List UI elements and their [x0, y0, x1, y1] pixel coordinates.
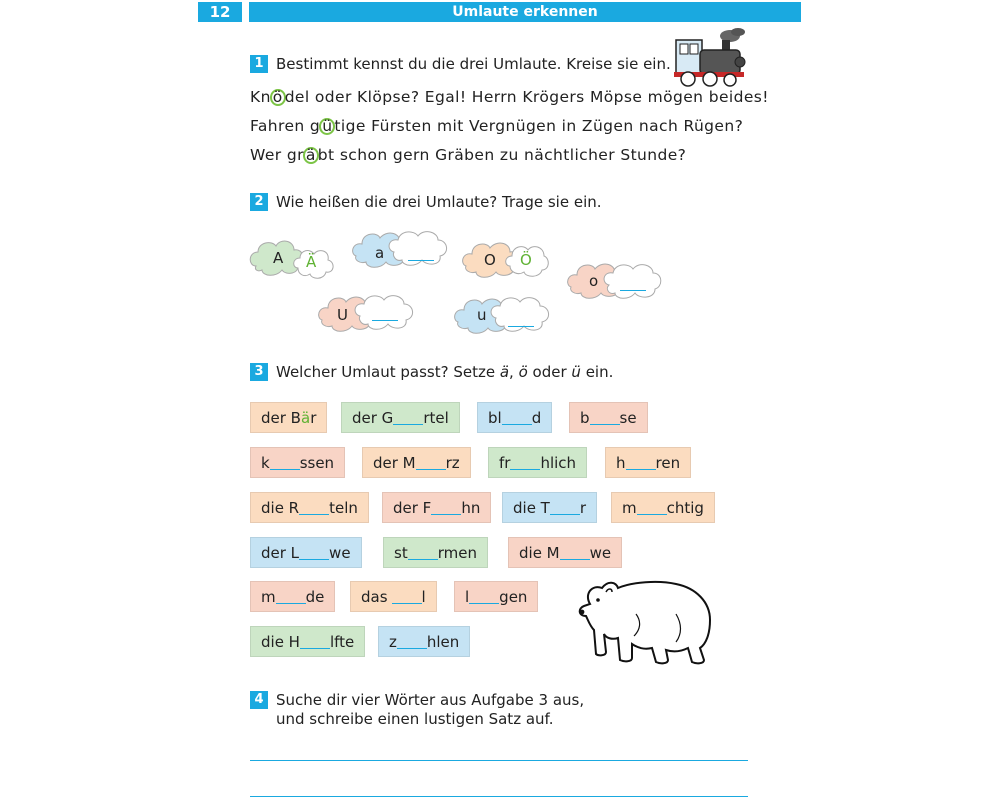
cloud-letter: U — [337, 306, 348, 324]
task2-number: 2 — [250, 193, 268, 211]
umlaut-ring: ö — [270, 89, 286, 106]
cloud-u — [452, 292, 552, 338]
word-card[interactable]: der G rtel — [341, 402, 460, 433]
word-card[interactable]: z hlen — [378, 626, 470, 657]
answer-blank[interactable] — [508, 326, 534, 327]
task2-instruction: Wie heißen die drei Umlaute? Trage sie ein. — [276, 193, 602, 211]
filled-umlaut: ä — [300, 409, 311, 427]
word-card[interactable]: der M rz — [362, 447, 471, 478]
task1-instruction: Bestimmt kennst du die drei Umlaute. Kreise sie ein. — [276, 55, 671, 73]
word-card[interactable]: m de — [250, 581, 335, 612]
word-card[interactable]: b se — [569, 402, 648, 433]
task1-sentence-2: Fahren g ü tige Fürsten mit Vergnügen in Zügen nach Rügen? — [250, 117, 744, 135]
cloud-o — [565, 257, 663, 303]
cloud-letter: u — [477, 306, 487, 324]
task4-number: 4 — [250, 691, 268, 709]
cloud-U — [316, 290, 416, 336]
writing-line[interactable] — [250, 796, 748, 797]
cloud-answer: Ö — [520, 251, 532, 269]
word-card[interactable]: der Bär — [250, 402, 327, 433]
answer-blank[interactable] — [620, 290, 646, 291]
word-card[interactable]: der F hn — [382, 492, 491, 523]
umlaut-ring: ä — [303, 147, 319, 164]
cloud-O — [460, 236, 550, 280]
word-card[interactable]: die T r — [502, 492, 597, 523]
cloud-answer: Ä — [306, 253, 317, 271]
word-card[interactable]: st rmen — [383, 537, 488, 568]
word-card[interactable]: h ren — [605, 447, 691, 478]
cloud-A — [248, 236, 334, 282]
word-card[interactable]: fr hlich — [488, 447, 587, 478]
writing-line[interactable] — [250, 760, 748, 761]
task2-heading — [250, 193, 602, 212]
cloud-a — [350, 226, 450, 272]
polar-bear-illustration — [576, 574, 716, 666]
cloud-letter: a — [375, 244, 385, 262]
task3-number: 3 — [250, 363, 268, 381]
word-card[interactable]: die H lfte — [250, 626, 365, 657]
word-card[interactable]: m chtig — [611, 492, 715, 523]
train-illustration — [672, 26, 748, 88]
page-number: 12 — [198, 2, 242, 22]
task4-heading — [250, 691, 584, 729]
page-title: Umlaute erkennen — [249, 2, 801, 22]
task3-instruction: Welcher Umlaut passt? Setze ä, ö oder ü ein. — [276, 363, 614, 381]
task1-heading — [250, 55, 671, 74]
task1-sentence-1: Kn ö del oder Klöpse? Egal! Herrn Krögers Möpse mögen beides! — [250, 88, 769, 106]
word-card[interactable]: das l — [350, 581, 437, 612]
task4-instruction: Suche dir vier Wörter aus Aufgabe 3 aus, und schreibe einen lustigen Satz auf. — [276, 691, 585, 728]
answer-blank[interactable] — [408, 260, 434, 261]
word-card[interactable]: die R teln — [250, 492, 369, 523]
task3-heading — [250, 363, 613, 382]
word-card[interactable]: die M we — [508, 537, 622, 568]
word-card[interactable]: k ssen — [250, 447, 345, 478]
cloud-letter: o — [589, 272, 599, 290]
umlaut-ring: ü — [319, 118, 335, 135]
word-card[interactable]: der L we — [250, 537, 362, 568]
task1-sentence-3: Wer gr ä bt schon gern Gräben zu nächtlicher Stunde? — [250, 146, 687, 164]
word-card[interactable]: bl d — [477, 402, 552, 433]
cloud-letter: A — [273, 249, 284, 267]
cloud-letter: O — [484, 251, 496, 269]
task1-number: 1 — [250, 55, 268, 73]
word-card[interactable]: l gen — [454, 581, 538, 612]
answer-blank[interactable] — [372, 320, 398, 321]
